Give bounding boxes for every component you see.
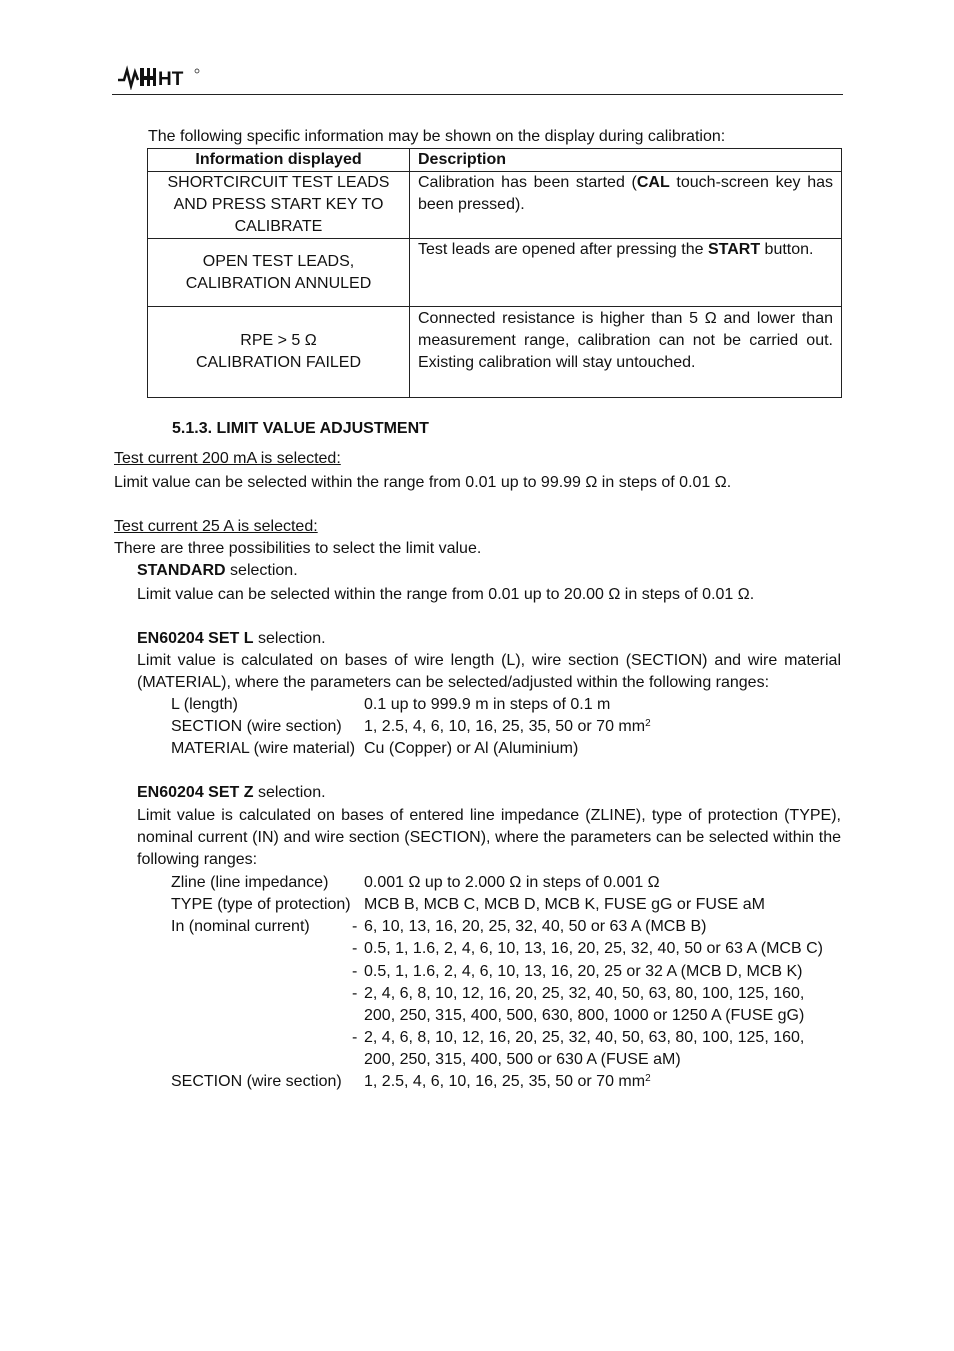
info-cell [148,239,410,307]
standard-text: Limit value can be selected within the range from 0.01 up to 20.00 Ω in steps of 0.01 Ω. [137,586,755,603]
set-z-para-line: Limit value is calculated on bases of entered line impedance (ZLINE), type of protection (TYPE), [137,807,841,824]
table-row [148,307,842,398]
list-dash: - [352,1029,358,1046]
test200-text: Limit value can be selected within the range from 0.01 up to 99.99 Ω in steps of 0.01 Ω. [114,474,732,491]
in-value: 6, 10, 13, 16, 20, 25, 32, 40, 50 or 63 A (MCB B) [364,918,707,935]
info-line: RPE > 5 Ω [240,332,317,349]
logo-text: HT [158,69,184,90]
test25-heading: Test current 25 A is selected: [114,518,318,535]
info-line: CALIBRATION FAILED [195,354,362,371]
info-cell [148,172,410,239]
info-line: AND PRESS START KEY TO [173,196,384,213]
param-label: L (length) [171,696,238,713]
set-l-para-line: Limit value is calculated on bases of wire length (L), wire section (SECTION) and wire material [137,652,841,669]
set-z-para-line: following ranges: [137,851,258,868]
list-dash: - [352,985,358,1002]
test25-text: There are three possibilities to select the limit value. [114,540,482,557]
description-cell: Connected resistance is higher than 5 Ω and lower than measurement range, calibration can not be carried out. Existing calibration will stay untouched. [410,307,842,398]
set-z-title: EN60204 SET Z selection. [137,784,326,801]
param-label: SECTION (wire section) [171,718,342,735]
table-row [148,239,842,307]
param-label: MATERIAL (wire material) [171,740,356,757]
param-label: In (nominal current) [171,918,310,935]
info-cell [148,307,410,398]
list-dash: - [352,940,358,957]
table-row [148,172,842,239]
info-line: CALIBRATE [234,218,323,235]
param-value: 1, 2.5, 4, 6, 10, 16, 25, 35, 50 or 70 $mm^2$ [364,718,651,735]
in-value: 200, 250, 315, 400, 500, 630, 800, 1000 or 1250 A (FUSE gG) [364,1007,805,1024]
param-value: 0.1 up to 999.9 m in steps of 0.1 m [364,696,611,713]
col-header-info: Information displayed [148,149,410,172]
in-value: 2, 4, 6, 8, 10, 12, 16, 20, 25, 32, 40, 50, 63, 80, 100, 125, 160, [364,985,805,1002]
test200-heading: Test current 200 mA is selected: [114,450,341,467]
col-header-description: Description [410,149,842,172]
param-value: 1, 2.5, 4, 6, 10, 16, 25, 35, 50 or 70 $mm^2$ [364,1073,651,1090]
page-header [112,60,843,95]
intro-text: The following specific information may be shown on the display during calibration: [148,128,726,145]
description-cell: Test leads are opened after pressing the START button. [410,239,842,307]
param-label: Zline (line impedance) [171,874,329,891]
list-dash: - [352,918,358,935]
in-value: 200, 250, 315, 400, 500 or 630 A (FUSE aM) [364,1051,681,1068]
in-value: 0.5, 1, 1.6, 2, 4, 6, 10, 13, 16, 20, 25, 32, 40, 50 or 63 A (MCB C) [364,940,823,957]
set-l-para-line: (MATERIAL), where the parameters can be selected/adjusted within the following ranges: [137,674,770,691]
set-z-para-line: nominal current (IN) and wire section (SECTION), where the parameters can be selected within the [137,829,841,846]
ht-logo [116,60,202,90]
param-value: MCB B, MCB C, MCB D, MCB K, FUSE gG or FUSE aM [364,896,765,913]
set-l-title: EN60204 SET L selection. [137,630,326,647]
param-label: TYPE (type of protection) [171,896,351,913]
section-title: 5.1.3. LIMIT VALUE ADJUSTMENT [172,420,429,437]
param-value: Cu (Copper) or Al (Aluminium) [364,740,579,757]
in-value: 2, 4, 6, 8, 10, 12, 16, 20, 25, 32, 40, 50, 63, 80, 100, 125, 160, [364,1029,805,1046]
table-header-row [148,149,842,172]
list-dash: - [352,963,358,980]
description-cell: Calibration has been started (CAL touch-screen key has been pressed). [410,172,842,239]
in-value: 0.5, 1, 1.6, 2, 4, 6, 10, 13, 16, 20, 25 or 32 A (MCB D, MCB K) [364,963,803,980]
standard-title: STANDARD selection. [137,562,298,579]
calibration-info-table [147,148,842,398]
param-label: SECTION (wire section) [171,1073,342,1090]
param-value: 0.001 Ω up to 2.000 Ω in steps of 0.001 Ω [364,874,660,891]
info-line: CALIBRATION ANNULED [185,274,372,292]
info-line: SHORTCIRCUIT TEST LEADS [167,174,390,191]
info-line: OPEN TEST LEADS, [202,252,355,270]
